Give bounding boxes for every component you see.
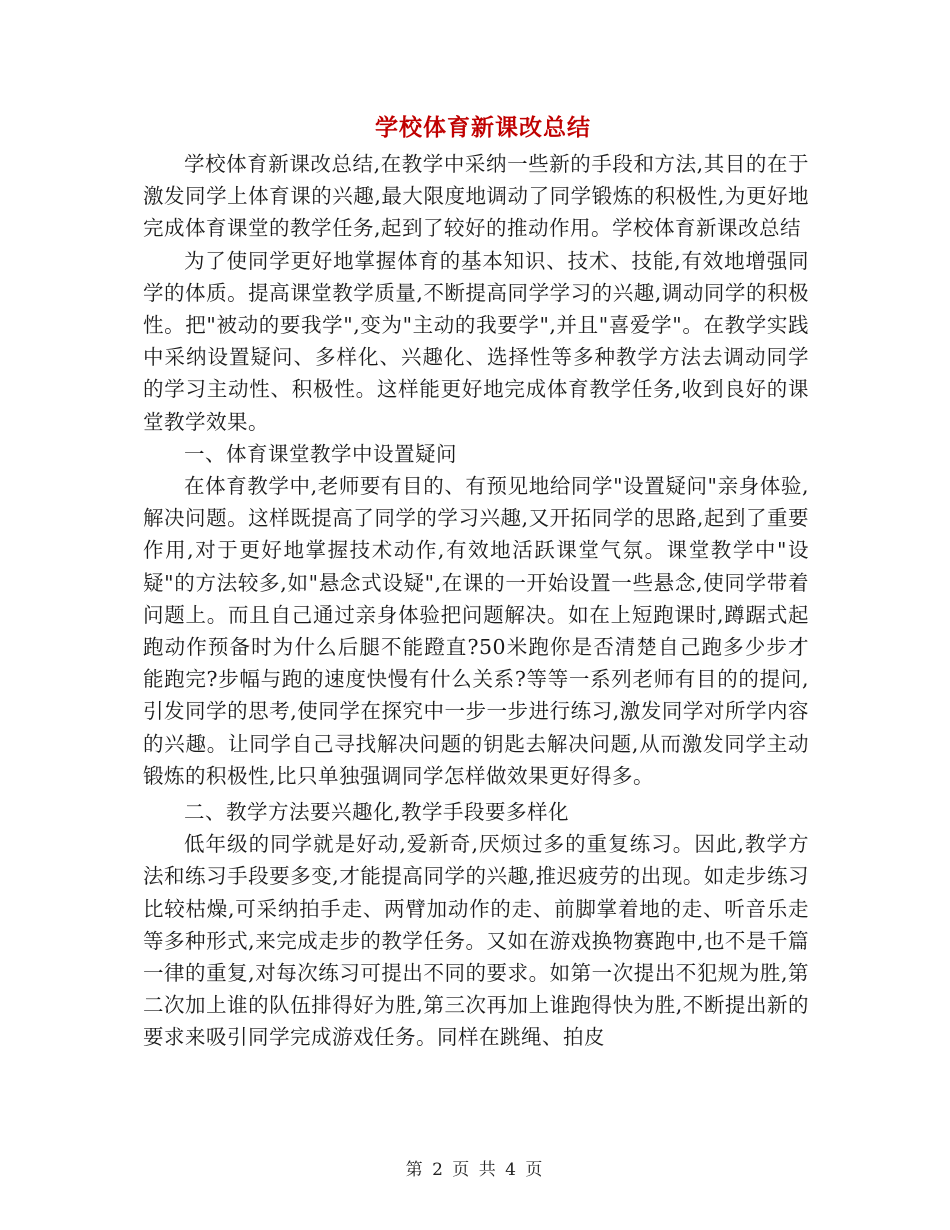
section-heading-1: 一、体育课堂教学中设置疑问 bbox=[184, 441, 457, 466]
paragraph-intro: 学校体育新课改总结,在教学中采纳一些新的手段和方法,其目的在于激发同学上体育课的兴趣,最大限度地调动了同学锻炼的积极性,为更好地完成体育课堂的教学任务,起到了较好的推动作用。学校体育新课改总结 bbox=[143, 152, 809, 241]
paragraph-section-2: 低年级的同学就是好动,爱新奇,厌烦过多的重复练习。因此,教学方法和练习手段要多变,才能提高同学的兴趣,推迟疲劳的出现。如走步练习比较枯燥,可采纳拍手走、两臂加动作的走、前脚掌着地的走、听音乐走等多种形式,来完成走步的教学任务。又如在游戏换物赛跑中,也不是千篇一律的重复,对每次练习可提出不同的要求。如第一次提出不犯规为胜,第二次加上谁的队伍排得好为胜,第三次再加上谁跑得快为胜,不断提出新的要求来吸引同学完成游戏任务。同样在跳绳、拍皮 bbox=[143, 832, 809, 1050]
paragraph-purpose: 为了使同学更好地掌握体育的基本知识、技术、技能,有效地增强同学的体质。提高课堂教学质量,不断提高同学学习的兴趣,调动同学的积极性。把"被动的要我学",变为"主动的我要学",并且"喜爱学"。在教学实践中采纳设置疑问、多样化、兴趣化、选择性等多种教学方法去调动同学的学习主动性、积极性。这样能更好地完成体育教学任务,收到良好的课堂教学效果。 bbox=[143, 248, 809, 434]
page-footer: 第 2 页 共 4 页 bbox=[405, 1160, 545, 1180]
document-page bbox=[143, 108, 809, 1054]
document-title: 学校体育新课改总结 bbox=[375, 114, 591, 141]
section-heading-2: 二、教学方法要兴趣化,教学手段要多样化 bbox=[184, 800, 570, 825]
paragraph-section-1: 在体育教学中,老师要有目的、有预见地给同学"设置疑问"亲身体验,解决问题。这样既提高了同学的学习兴趣,又开拓同学的思路,起到了重要作用,对于更好地掌握技术动作,有效地活跃课堂气氛。课堂教学中"设疑"的方法较多,如"悬念式设疑",在课的一开始设置一些悬念,使同学带着问题上。而且自己通过亲身体验把问题解决。如在上短跑课时,蹲踞式起跑动作预备时为什么后腿不能蹬直?50米跑你是否清楚自己跑多少步才能跑完?步幅与跑的速度快慢有什么关系?等等一系列老师有目的的提问,引发同学的思考,使同学在探究中一步一步进行练习,激发同学对所学内容的兴趣。让同学自己寻找解决问题的钥匙去解决问题,从而激发同学主动锻炼的积极性,比只单独强调同学怎样做效果更好得多。 bbox=[143, 474, 809, 788]
